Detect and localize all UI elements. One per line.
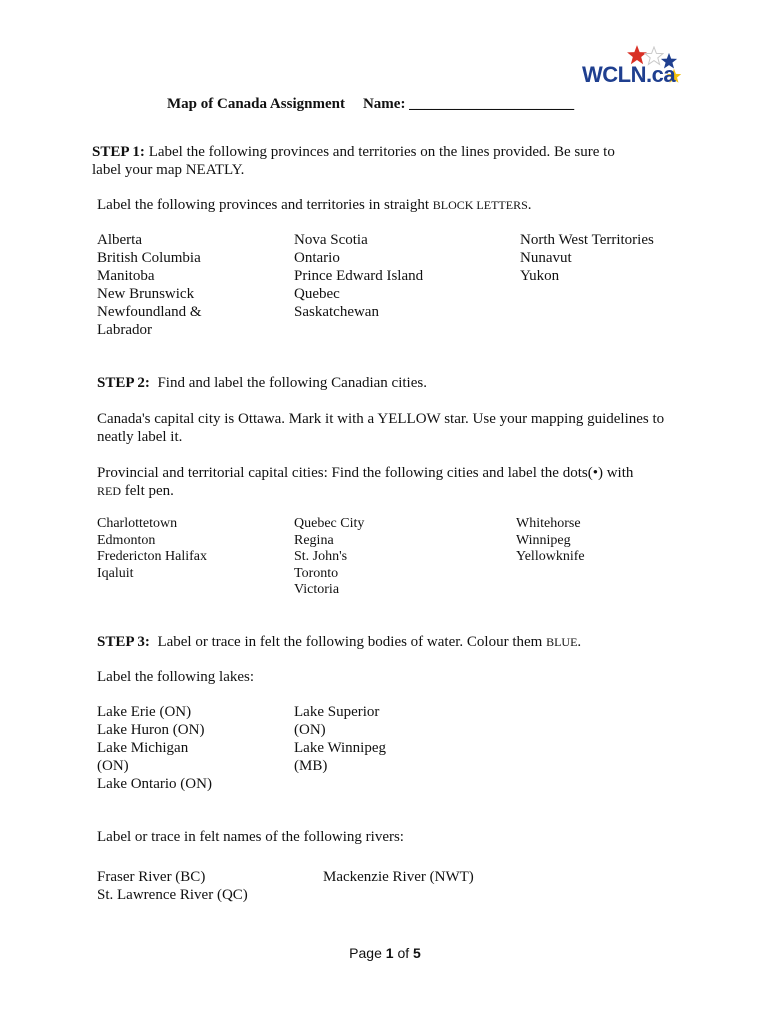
- logo-text: WCLN.ca: [582, 62, 676, 87]
- step3-intro: STEP 3: Label or trace in felt the following bodies of water. Colour them BLUE.: [97, 634, 582, 650]
- list-item: Newfoundland &: [97, 304, 202, 320]
- step2-intro: [97, 374, 427, 392]
- list-item: Ontario: [294, 250, 340, 266]
- lakes-col-2: [294, 703, 386, 775]
- territories-col-3: [520, 231, 654, 285]
- assignment-header: [167, 96, 574, 113]
- list-item: Alberta: [97, 232, 142, 248]
- list-item: St. John's: [294, 549, 348, 564]
- list-item: Prince Edward Island: [294, 268, 424, 284]
- lakes-heading: Label the following lakes:: [97, 669, 255, 685]
- list-item: Regina: [294, 532, 334, 548]
- cities-col-1: [97, 516, 207, 582]
- list-item: Quebec: [294, 286, 340, 302]
- step1-text-2: label your map NEATLY.: [92, 162, 245, 178]
- list-item: Victoria: [294, 582, 340, 597]
- list-item: Labrador: [97, 322, 152, 338]
- page-number: Page 1 of 5: [349, 945, 421, 961]
- lakes-col-1: [97, 703, 212, 793]
- wcln-logo: [582, 44, 682, 92]
- list-item: Lake Ontario (ON): [97, 776, 212, 792]
- list-item: Lake Huron (ON): [97, 722, 205, 738]
- list-item: Nunavut: [520, 250, 572, 266]
- list-item: Lake Erie (ON): [97, 704, 192, 720]
- list-item: Toronto: [294, 565, 339, 581]
- list-item: (ON): [97, 758, 129, 774]
- step1-label: STEP 1:: [92, 144, 145, 160]
- list-item: Charlottetown: [97, 516, 178, 531]
- list-item: Manitoba: [97, 268, 155, 284]
- assignment-title: Map of Canada Assignment: [167, 96, 345, 112]
- step2-text: Find and label the following Canadian cities.: [157, 375, 427, 391]
- step1-instruction: Label the following provinces and territories in straight BLOCK LETTERS.: [97, 197, 532, 213]
- ottawa-instruction: Canada's capital city is Ottawa. Mark it with a YELLOW star. Use your mapping guidelines to neatly label it.: [97, 411, 665, 445]
- name-field-label: Name: ______________________: [362, 96, 575, 112]
- list-item: St. Lawrence River (QC): [97, 887, 248, 903]
- list-item: Yellowknife: [516, 549, 585, 564]
- list-item: New Brunswick: [97, 286, 195, 302]
- list-item: Fraser River (BC): [97, 869, 206, 885]
- list-item: Iqaluit: [97, 565, 134, 581]
- list-item: Lake Michigan: [97, 740, 189, 756]
- rivers-col-2: [323, 868, 474, 886]
- cities-col-3: [516, 516, 585, 566]
- provinces-col-2: [294, 231, 423, 321]
- cities-col-2: [294, 516, 364, 599]
- list-item: Whitehorse: [516, 516, 581, 531]
- provinces-col-1: [97, 231, 202, 339]
- list-item: Nova Scotia: [294, 232, 368, 248]
- step2-label: STEP 2:: [97, 375, 150, 391]
- list-item: Fredericton Halifax: [97, 549, 208, 564]
- rivers-heading: Label or trace in felt names of the following rivers:: [97, 829, 404, 845]
- step1-intro: [92, 143, 712, 179]
- list-item: Lake Superior: [294, 704, 380, 720]
- list-item: Saskatchewan: [294, 304, 379, 320]
- list-item: Edmonton: [97, 532, 156, 548]
- rivers-col-1: [97, 868, 248, 904]
- list-item: Winnipeg: [516, 532, 571, 548]
- list-item: (ON): [294, 722, 326, 738]
- list-item: Yukon: [520, 268, 560, 284]
- capitals-instruction: Provincial and territorial capital cities: Find the following cities and label the dots(•) with RED felt pen.: [97, 465, 634, 499]
- list-item: (MB): [294, 758, 328, 774]
- list-item: North West Territories: [520, 232, 654, 248]
- list-item: Lake Winnipeg: [294, 740, 387, 756]
- list-item: British Columbia: [97, 250, 201, 266]
- list-item: Quebec City: [294, 516, 365, 531]
- step3-label: STEP 3:: [97, 634, 150, 650]
- list-item: Mackenzie River (NWT): [323, 869, 474, 885]
- step1-text: Label the following provinces and territories on the lines provided. Be sure to: [148, 144, 615, 160]
